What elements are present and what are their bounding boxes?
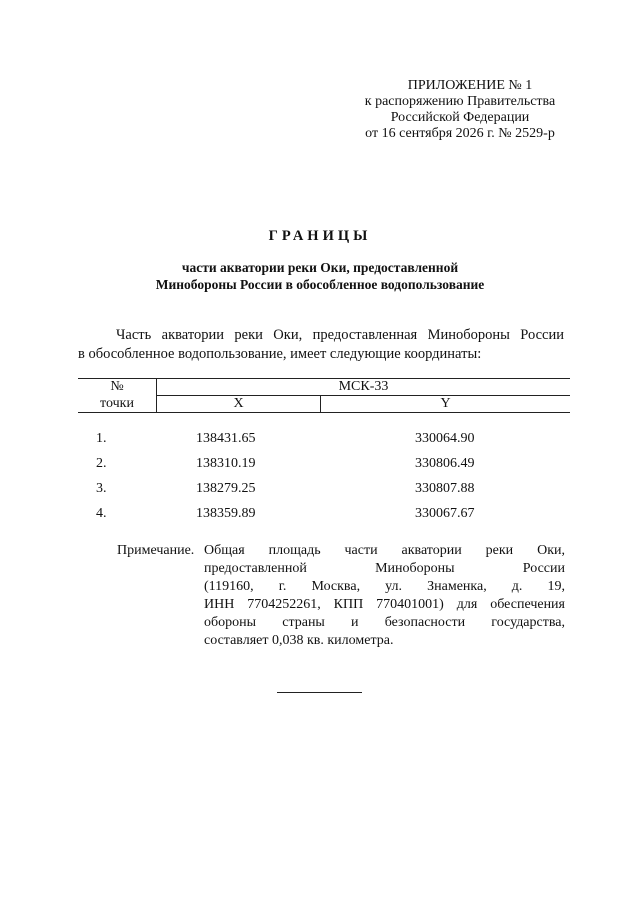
intro-line-1: Часть акватории реки Оки, предоставленная Минобороны России: [116, 327, 564, 343]
point-number: 4.: [96, 506, 107, 521]
note-line: обороны страны и безопасности государства,: [204, 615, 565, 630]
coordinate-row: [78, 455, 570, 480]
y-value: 330067.67: [415, 506, 475, 521]
subtitle-line-2: Минобороны России в обособленное водопользование: [155, 277, 485, 293]
coordinate-row: [78, 480, 570, 505]
y-column-header: Y: [321, 396, 571, 413]
y-value: 330806.49: [415, 456, 475, 471]
coordinate-row: [78, 505, 570, 530]
coordinates-table-body: [78, 430, 570, 530]
appendix-line-3: от 16 сентября 2026 г. № 2529-р: [365, 126, 555, 141]
note-line: Общая площадь части акватории реки Оки,: [204, 543, 565, 558]
note-label: Примечание.: [117, 543, 195, 558]
note-line: ИНН 7704252261, КПП 770401001) для обеспечения: [204, 597, 565, 612]
closing-divider: [277, 692, 362, 693]
point-number-header-2: точки: [78, 396, 157, 413]
y-value: 330807.88: [415, 481, 475, 496]
appendix-line-2: Российской Федерации: [390, 110, 530, 125]
coordinate-row: [78, 430, 570, 455]
point-number: 2.: [96, 456, 107, 471]
note-line: (119160, г. Москва, ул. Знаменка, д. 19,: [204, 579, 565, 594]
note-line: предоставленной Минобороны России: [204, 561, 565, 576]
coordinates-table-header: [78, 378, 570, 413]
appendix-heading: ПРИЛОЖЕНИЕ № 1: [407, 78, 533, 93]
point-number: 1.: [96, 431, 107, 446]
document-title: ГРАНИЦЫ: [268, 228, 372, 244]
x-value: 138279.25: [196, 481, 256, 496]
y-value: 330064.90: [415, 431, 475, 446]
appendix-block: [330, 78, 590, 142]
title-block: [0, 228, 640, 293]
note-line: составляет 0,038 кв. километра.: [204, 633, 394, 648]
x-value: 138431.65: [196, 431, 256, 446]
appendix-line-1: к распоряжению Правительства: [364, 94, 556, 109]
x-value: 138359.89: [196, 506, 256, 521]
coordinate-system-header: МСК-33: [157, 379, 571, 396]
x-value: 138310.19: [196, 456, 256, 471]
intro-paragraph: [78, 326, 564, 364]
x-column-header: X: [157, 396, 321, 413]
point-number-header-1: №: [78, 379, 157, 396]
subtitle-line-1: части акватории реки Оки, предоставленной: [181, 260, 459, 276]
note-text: [204, 542, 565, 650]
intro-line-2: в обособленное водопользование, имеет следующие координаты:: [78, 346, 482, 362]
point-number: 3.: [96, 481, 107, 496]
